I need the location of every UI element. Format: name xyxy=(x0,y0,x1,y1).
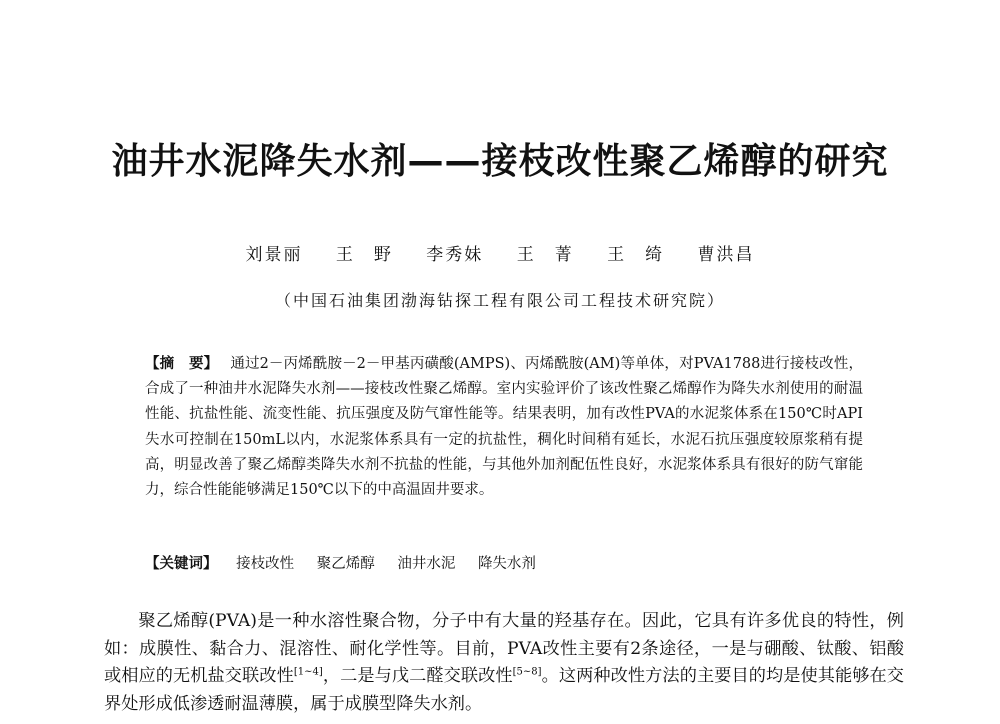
abstract-label: 【摘 要】 xyxy=(145,356,219,372)
author-name: 王 菁 xyxy=(516,245,574,265)
author-name: 曹洪昌 xyxy=(697,245,755,265)
body-text-segment: 聚乙烯醇(PVA)是一种水溶性聚合物，分子中有大量的羟基存在。因此，它具有许多优良的特性，例如：成膜性、黏合力、混溶性、耐化学性等。目前，PVA改性主要有2条途径，一是与硼酸、钛酸、铝酸或相应的无机盐交联改性 xyxy=(104,611,904,686)
keyword: 聚乙烯醇 xyxy=(316,556,375,572)
author-name: 刘景丽 xyxy=(245,245,303,265)
body-text xyxy=(104,608,904,718)
author-name: 王 绮 xyxy=(607,245,665,265)
citation-ref: [5~8] xyxy=(512,666,542,678)
keywords-label: 【关键词】 xyxy=(145,556,218,572)
citation-ref: [1~4] xyxy=(293,666,323,678)
keyword: 降失水剂 xyxy=(477,556,536,572)
author-name: 李秀妹 xyxy=(426,245,484,265)
keywords xyxy=(145,552,863,577)
abstract xyxy=(145,352,863,503)
keyword: 油井水泥 xyxy=(397,556,456,572)
body-text-segment: ，二是与戊二醛交联改性 xyxy=(322,666,513,686)
paper-title: 油井水泥降失水剂——接枝改性聚乙烯醇的研究 xyxy=(111,141,889,182)
author-name: 王 野 xyxy=(335,245,393,265)
keyword: 接枝改性 xyxy=(236,556,295,572)
abstract-text: 通过2－丙烯酰胺－2－甲基丙磺酸(AMPS)、丙烯酰胺(AM)等单体，对PVA1788进行接枝改性，合成了一种油井水泥降失水剂——接枝改性聚乙烯醇。室内实验评价了该改性聚乙烯醇作为降失水剂使用的耐温性能、抗盐性能、流变性能、抗压强度及防气窜性能等。结果表明，加有改性PVA的水泥浆体系在150℃时API失水可控制在150mL以内，水泥浆体系具有一定的抗盐性，稠化时间稍有延长，水泥石抗压强度较原浆稍有提高，明显改善了聚乙烯醇类降失水剂不抗盐的性能，与其他外加剂配伍性良好，水泥浆体系具有很好的防气窜能力，综合性能能够满足150℃以下的中高温固井要求。 xyxy=(145,356,863,499)
author-list xyxy=(0,242,1000,268)
body-text-segment: 。这两种改性方法的主要目的均是使其能够在交界处形成低渗透耐温薄膜，属于成膜型降失水剂。 xyxy=(104,666,904,714)
body-paragraph xyxy=(104,608,904,718)
affiliation: （中国石油集团渤海钻探工程有限公司工程技术研究院） xyxy=(274,291,725,310)
